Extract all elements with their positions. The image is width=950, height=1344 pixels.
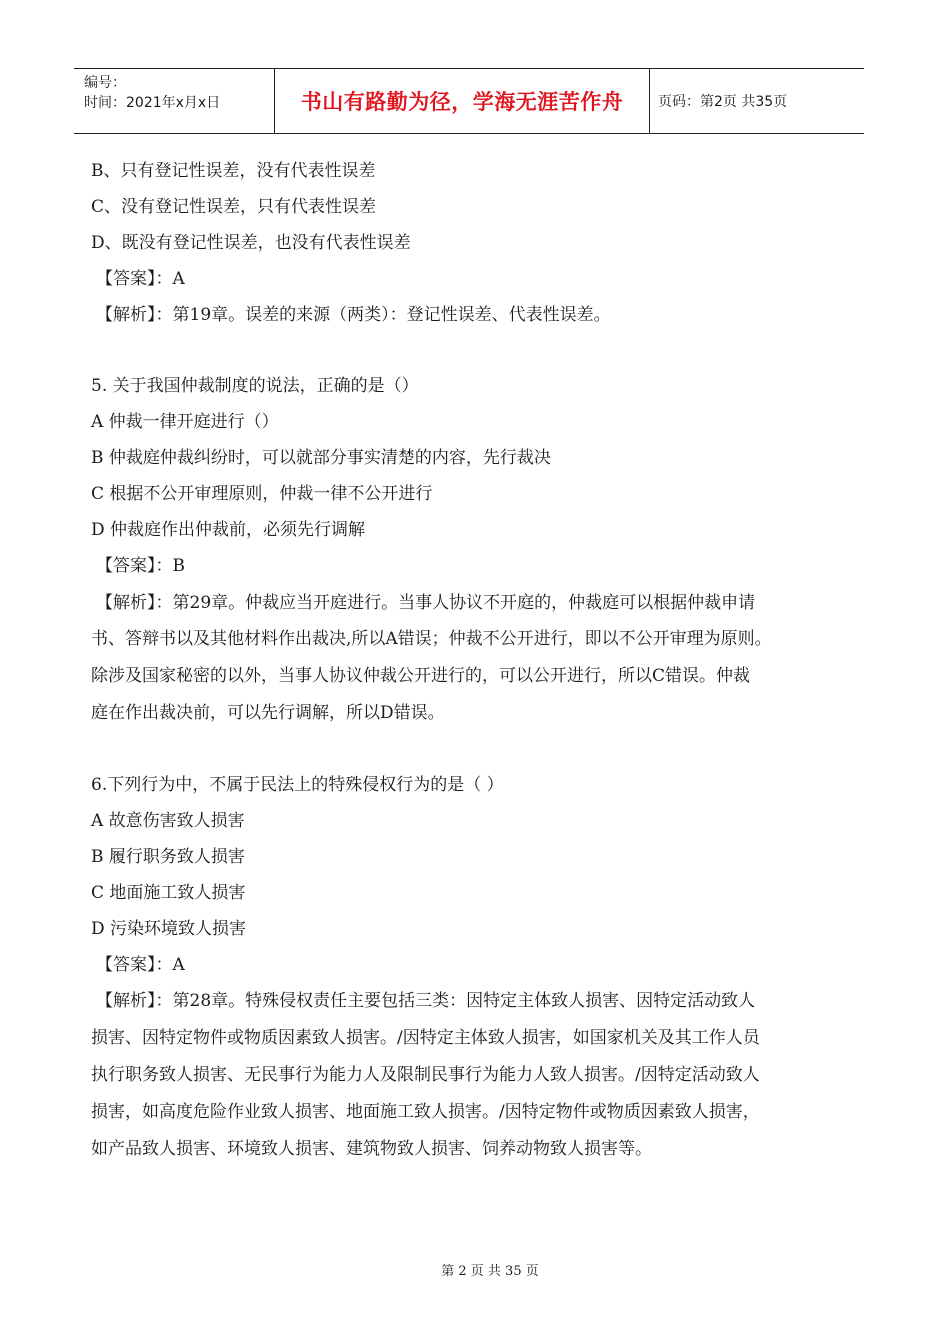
page-header (74, 68, 864, 134)
option-c-q5: C 根据不公开审理原则，仲裁一律不公开进行 (91, 484, 433, 504)
explanation-q6-line-4: 损害，如高度危险作业致人损害、地面施工致人损害。/因特定物件或物质因素致人损害， (91, 1102, 760, 1122)
option-b-q5: B 仲裁庭仲裁纠纷时，可以就部分事实清楚的内容，先行裁决 (91, 448, 551, 468)
document-time: 时间：2021年x月x日 (84, 95, 221, 111)
option-b-q6: B 履行职务致人损害 (91, 847, 245, 867)
option-c-q6: C 地面施工致人损害 (91, 883, 246, 903)
document-number: 编号： (84, 75, 126, 91)
explanation-q4: 【解析】：第19章。误差的来源（两类）：登记性误差、代表性误差。 (96, 305, 611, 325)
option-c-q4: C、没有登记性误差，只有代表性误差 (91, 197, 377, 217)
answer-q5: 【答案】：B (96, 556, 185, 576)
header-meta-cell (74, 69, 275, 133)
explanation-q6-line-5: 如产品致人损害、环境致人损害、建筑物致人损害、饲养动物致人损害等。 (91, 1139, 652, 1159)
header-motto-cell (275, 69, 650, 133)
explanation-q6-line-2: 损害、因特定物件或物质因素致人损害。/因特定主体致人损害，如国家机关及其工作人员 (91, 1028, 760, 1048)
answer-q4: 【答案】：A (96, 269, 185, 289)
explanation-q6-line-3: 执行职务致人损害、无民事行为能力人及限制民事行为能力人致人损害。/因特定活动致人 (91, 1065, 760, 1085)
answer-q6: 【答案】：A (96, 955, 185, 975)
question-5: 5. 关于我国仲裁制度的说法，正确的是（） (91, 376, 419, 396)
option-d-q5: D 仲裁庭作出仲裁前，必须先行调解 (91, 520, 366, 540)
explanation-q6-line-1: 【解析】：第28章。特殊侵权责任主要包括三类：因特定主体致人损害、因特定活动致人 (96, 991, 756, 1011)
header-motto: 书山有路勤为径，学海无涯苦作舟 (300, 89, 624, 114)
page-footer: 第 2 页 共 35 页 (441, 1264, 539, 1279)
header-page-cell (650, 69, 864, 133)
explanation-q5-line-2: 书、答辩书以及其他材料作出裁决,所以A错误；仲裁不公开进行，即以不公开审理为原则。 (91, 629, 772, 649)
option-d-q6: D 污染环境致人损害 (91, 919, 247, 939)
option-d-q4: D、既没有登记性误差，也没有代表性误差 (91, 233, 411, 253)
option-a-q6: A 故意伤害致人损害 (91, 811, 245, 831)
question-6: 6.下列行为中，不属于民法上的特殊侵权行为的是（ ） (91, 775, 504, 795)
header-page-number: 页码：第2页 共35页 (658, 94, 788, 110)
explanation-q5-line-1: 【解析】：第29章。仲裁应当开庭进行。当事人协议不开庭的，仲裁庭可以根据仲裁申请 (96, 593, 756, 613)
explanation-q5-line-3: 除涉及国家秘密的以外，当事人协议仲裁公开进行的，可以公开进行，所以C错误。仲裁 (91, 666, 751, 686)
option-b-q4: B、只有登记性误差，没有代表性误差 (91, 161, 376, 181)
option-a-q5: A 仲裁一律开庭进行（） (91, 412, 279, 432)
explanation-q5-line-4: 庭在作出裁决前，可以先行调解，所以D错误。 (91, 703, 445, 723)
